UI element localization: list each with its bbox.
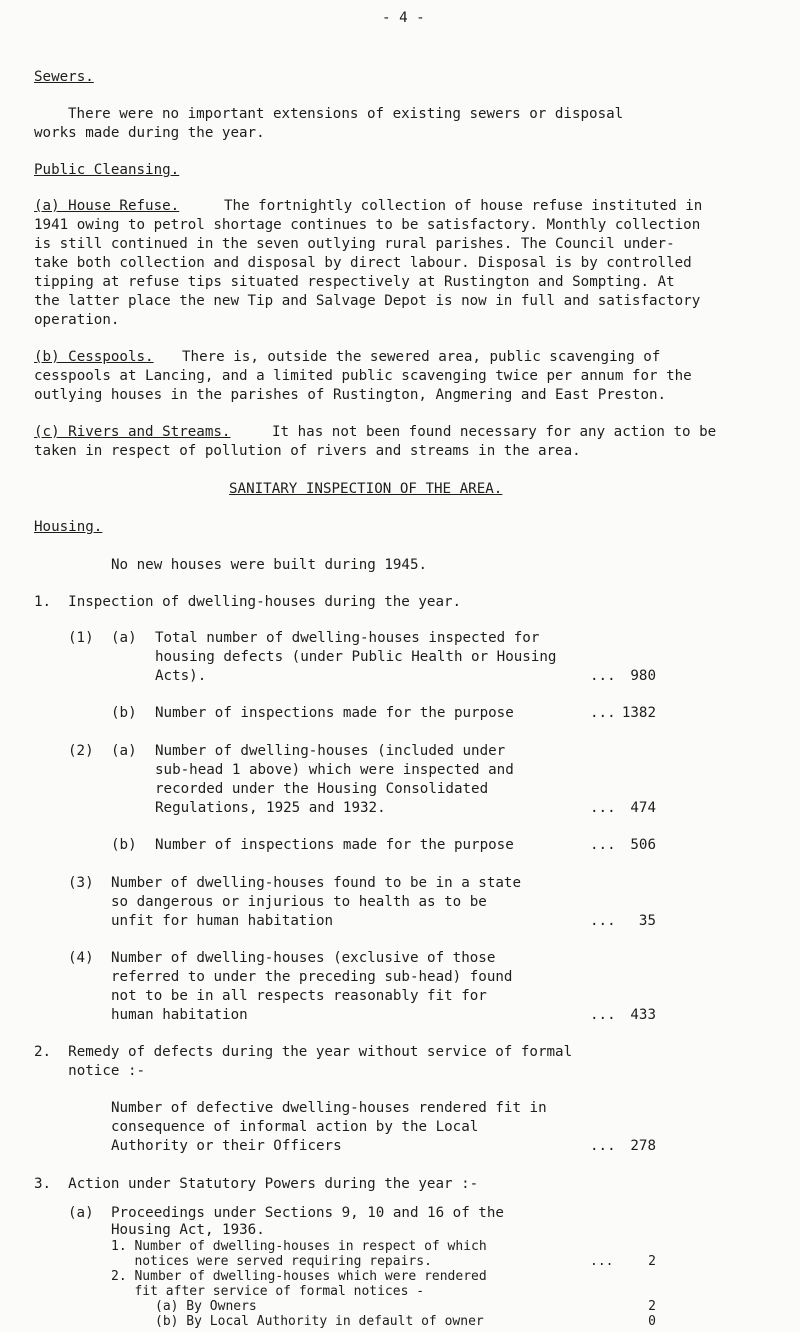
sub-item-text: notices were served requiring repairs. <box>111 1254 432 1269</box>
sewers-heading: Sewers. <box>34 69 94 85</box>
sub-item-letter: (a) <box>68 1205 94 1221</box>
sub-item-text: Regulations, 1925 and 1932. <box>155 800 386 816</box>
house-refuse-text: the latter place the new Tip and Salvage Depot is now in full and satisfactory <box>34 293 701 309</box>
cesspools-label: (b) Cesspools. <box>34 349 154 365</box>
sub-item-number: (1) <box>68 630 94 646</box>
value-cell: 433 <box>630 1007 656 1023</box>
sub-item-text: Number of inspections made for the purpose <box>155 837 514 853</box>
sub-item-text: Number of dwelling-houses (included under <box>155 743 506 759</box>
housing-item-2: 2. Remedy of defects during the year without service of formal <box>34 1044 573 1060</box>
sub-item-text: housing defects (under Public Health or Housing <box>155 649 557 665</box>
housing-heading: Housing. <box>34 519 103 535</box>
sub-item-letter: (a) <box>111 743 137 759</box>
sub-item-text: sub-head 1 above) which were inspected and <box>155 762 514 778</box>
leader-dots: ... <box>590 1007 616 1023</box>
leader-dots: ... <box>590 913 616 929</box>
sub-item-text: consequence of informal action by the Local <box>111 1119 479 1135</box>
sub-item-text: recorded under the Housing Consolidated <box>155 781 489 797</box>
housing-item-3: 3. Action under Statutory Powers during the year :- <box>34 1176 479 1192</box>
sub-item-text: (b) By Local Authority in default of owner <box>155 1314 484 1329</box>
rivers-label: (c) Rivers and Streams. <box>34 424 231 440</box>
housing-item-2: notice :- <box>34 1063 146 1079</box>
sub-item-number: (2) <box>68 743 94 759</box>
sub-item-text: fit after service of formal notices - <box>111 1284 425 1299</box>
house-refuse-text: 1941 owing to petrol shortage continues to be satisfactory. Monthly collection <box>34 217 701 233</box>
sub-item-text: Total number of dwelling-houses inspected for <box>155 630 540 646</box>
house-refuse-text: take both collection and disposal by direct labour. Disposal is by controlled <box>34 255 692 271</box>
leader-dots: ... <box>590 800 616 816</box>
sub-item-letter: (a) <box>111 630 137 646</box>
sub-item-text: Number of dwelling-houses found to be in a state <box>111 875 521 891</box>
sub-item-text: Number of defective dwelling-houses rendered fit in <box>111 1100 547 1116</box>
value-cell: 1382 <box>621 705 656 721</box>
sub-item-number: (3) <box>68 875 94 891</box>
sub-item-letter: (b) <box>111 837 137 853</box>
value-cell: 474 <box>630 800 656 816</box>
rivers-text: It has not been found necessary for any action to be <box>272 424 717 440</box>
sewers-text-line: works made during the year. <box>34 125 265 141</box>
house-refuse-text: is still continued in the seven outlying rural parishes. The Council under- <box>34 236 675 252</box>
value-cell: 506 <box>630 837 656 853</box>
cesspools-text: outlying houses in the parishes of Rustington, Angmering and East Preston. <box>34 387 667 403</box>
house-refuse-text: The fortnightly collection of house refuse instituted in <box>224 198 703 214</box>
sub-item-text: human habitation <box>111 1007 248 1023</box>
sub-item-text: 1. Number of dwelling-houses in respect of which <box>111 1239 487 1254</box>
sanitary-heading: SANITARY INSPECTION OF THE AREA. <box>229 481 503 497</box>
leader-dots: ... <box>590 837 616 853</box>
value-cell: 2 <box>648 1299 656 1314</box>
housing-item-1: 1. Inspection of dwelling-houses during the year. <box>34 594 462 610</box>
cleansing-heading: Public Cleansing. <box>34 162 180 178</box>
sub-item-text: Proceedings under Sections 9, 10 and 16 of the <box>111 1205 504 1221</box>
value-cell: 2 <box>648 1254 656 1269</box>
value-cell: 980 <box>630 668 656 684</box>
value-cell: 278 <box>630 1138 656 1154</box>
sub-item-text: Number of inspections made for the purpose <box>155 705 514 721</box>
house-refuse-text: operation. <box>34 312 120 328</box>
sub-item-text: Number of dwelling-houses (exclusive of those <box>111 950 496 966</box>
house-refuse-label: (a) House Refuse. <box>34 198 180 214</box>
sub-item-letter: (b) <box>111 705 137 721</box>
sub-item-text: 2. Number of dwelling-houses which were rendered <box>111 1269 487 1284</box>
leader-dots: ... <box>590 1138 616 1154</box>
cesspools-text: There is, outside the sewered area, public scavenging of <box>182 349 661 365</box>
sub-item-text: unfit for human habitation <box>111 913 334 929</box>
house-refuse-text: tipping at refuse tips situated respectively at Rustington and Sompting. At <box>34 274 675 290</box>
sub-item-text: Authority or their Officers <box>111 1138 342 1154</box>
sewers-text-line: There were no important extensions of existing sewers or disposal <box>68 106 624 122</box>
sub-item-text: so dangerous or injurious to health as to be <box>111 894 487 910</box>
sub-item-text: Housing Act, 1936. <box>111 1222 265 1238</box>
leader-dots: ... <box>590 705 616 721</box>
sub-item-text: (a) By Owners <box>155 1299 257 1314</box>
leader-dots: ... <box>590 1254 614 1269</box>
leader-dots: ... <box>590 668 616 684</box>
sub-item-number: (4) <box>68 950 94 966</box>
rivers-text: taken in respect of pollution of rivers and streams in the area. <box>34 443 581 459</box>
page-number: - 4 - <box>382 10 425 26</box>
sub-item-text: referred to under the preceding sub-head) found <box>111 969 513 985</box>
housing-intro: No new houses were built during 1945. <box>111 557 428 573</box>
sub-item-text: not to be in all respects reasonably fit for <box>111 988 487 1004</box>
value-cell: 35 <box>638 913 656 929</box>
sub-item-text: Acts). <box>155 668 207 684</box>
cesspools-text: cesspools at Lancing, and a limited public scavenging twice per annum for the <box>34 368 692 384</box>
value-cell: 0 <box>648 1314 656 1329</box>
